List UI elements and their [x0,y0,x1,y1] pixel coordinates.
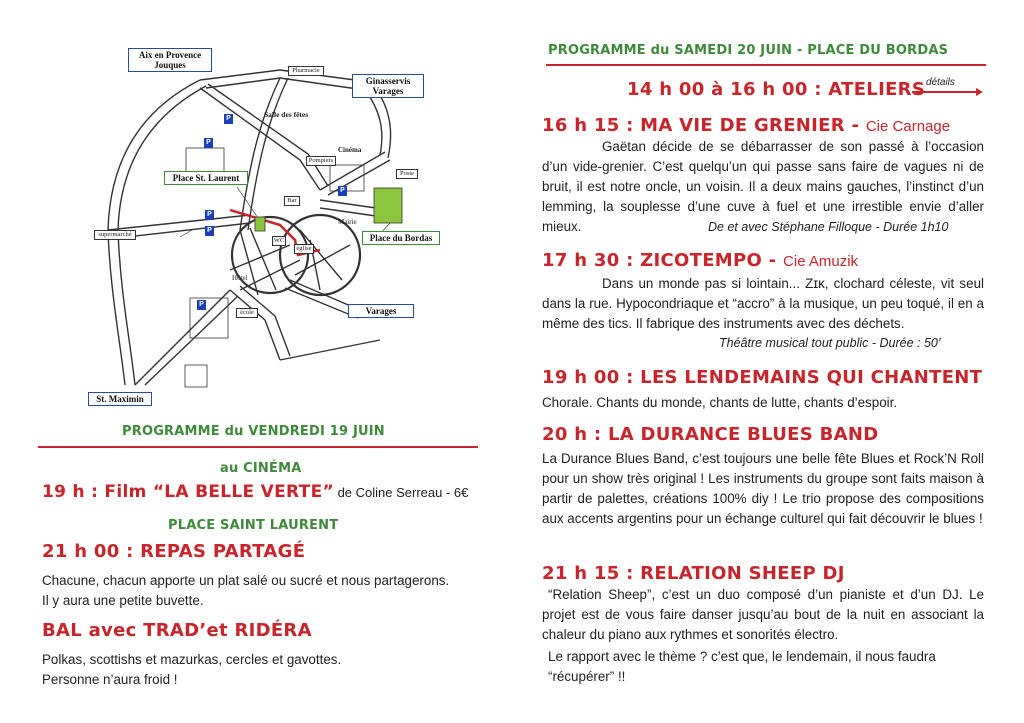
sheep-text-2: Le rapport avec le thème ? c’est que, le lendemain, il nous faudra “récupérer” !! [548,649,936,684]
grenier-text: Gaëtan décide de se débarrasser de son passé à l’occasion d’un vide-grenier. C’est quelqu’un qui passe sans faire de vagues ni de bruit, il est notre oncle, un voisin. Il a deux mains gauches, l’instinct d’un lemming, la souplesse d’une cuve à fuel et une irrestible envie d’aller mieux. [542,139,984,234]
friday-heading: PROGRAMME du VENDREDI 19 JUIN [122,424,385,439]
map-label-pharmacie: Pharmacie [288,66,324,76]
map-label-hotel: Hôtel [232,274,248,282]
grenier-credit: De et avec Stéphane Filloque - Durée 1h10 [708,220,949,234]
parking-icon: P [224,114,233,124]
arrow-right-icon [910,77,984,97]
bal-text: Polkas, scottishs et mazurkas, cercles et gavottes. Personne n’aura froid ! [42,652,342,687]
parking-icon: P [205,226,214,236]
saturday-heading: PROGRAMME du SAMEDI 20 JUIN - PLACE DU BORDAS [548,43,949,58]
film-credit: de Coline Serreau - 6€ [333,485,469,500]
map-label-cinema: Cinéma [338,146,362,154]
map-label-place-bordas: Place du Bordas [362,231,440,245]
map-label-varages: Varages [348,304,414,318]
zicotempo-text: Dans un monde pas si lointain... Zɪĸ, clochard céleste, vit seul dans la rue. Hypocondriaque et “accro” à la musique, un peu toqué, il en a même des tics. Il fabrique des instruments avec des déchets. [542,276,984,331]
durance-title: 20 h : LA DURANCE BLUES BAND [542,424,879,445]
film-title: “LA BELLE VERTE” [152,482,334,502]
parking-icon: P [205,210,214,220]
map-label-ecole: école [236,308,258,318]
map-label-st-maximin: St. Maximin [88,392,152,406]
zicotempo-title-text: 17 h 30 : ZICOTEMPO - [542,250,784,271]
parking-icon: P [204,138,213,148]
ateliers-title: 14 h 00 à 16 h 00 : ATELIERS [627,79,926,100]
grenier-title [542,115,950,136]
details-link[interactable] [910,77,984,97]
zicotempo-title [542,250,858,271]
saturday-heading-rule [546,64,986,66]
zicotempo-credit: Théâtre musical tout public - Durée : 50’ [719,336,941,350]
cinema-heading: au CINÉMA [220,461,302,476]
lendemains-text: Chorale. Chants du monde, chants de lutte, chants d’espoir. [542,395,898,410]
map-label-aix: Aix en Provence Jouques [128,48,212,72]
film-time: 19 h : Film [42,482,153,502]
map-label-mairie: Mairie [338,218,357,226]
repas-title: 21 h 00 : REPAS PARTAGÉ [42,541,306,562]
durance-text: La Durance Blues Band, c’est toujours une belle fête Blues et Rock’N Roll pour un show très original ! Les instruments du groupe sont faits maison à partir de palettes, créations 100% diy ! Le trio propose des compositions aux accents argentins pour un échange culturel qui fait découvrir le blues ! [542,451,984,526]
parking-icon: P [338,186,347,196]
repas-text: Chacune, chacun apporte un plat salé ou sucré et nous partagerons. Il y aura une petite buvette. [42,573,450,608]
friday-heading-rule [38,446,478,448]
map-label-supermarche: supermarché [94,230,136,240]
lendemains-title: 19 h 00 : LES LENDEMAINS QUI CHANTENT [542,367,983,388]
village-map [80,40,460,412]
map-label-eglise: église [294,244,314,254]
map-label-ginasservis: Ginasservis Varages [352,74,424,98]
bal-title: BAL avec TRAD’et RIDÉRA [42,620,312,641]
grenier-title-text: 16 h 15 : MA VIE DE GRENIER - [542,115,866,136]
map-label-place-st-laurent: Place St. Laurent [164,171,248,185]
details-label: détails [926,77,955,88]
sheep-title: 21 h 15 : RELATION SHEEP DJ [542,563,845,584]
map-label-bar: Bar [284,196,300,206]
zicotempo-company: Cie Amuzik [783,253,859,270]
parking-icon: P [197,300,206,310]
place-st-laurent-heading: PLACE SAINT LAURENT [168,518,339,533]
map-label-salle-fetes: Salle des fêtes [264,110,309,119]
film-line [42,482,468,502]
grenier-company: Cie Carnage [865,118,951,135]
map-label-poste: Poste [396,169,418,179]
map-label-pompiers: Pompiers [306,156,336,166]
map-label-wc: WC [273,237,285,244]
sheep-text-1: “Relation Sheep”, c’est un duo composé d’un pianiste et d’un DJ. Le projet est de vous faire danser jusqu’au bout de la nuit en associant la chaleur du piano aux rythmes et sonorités électro. [542,587,984,642]
